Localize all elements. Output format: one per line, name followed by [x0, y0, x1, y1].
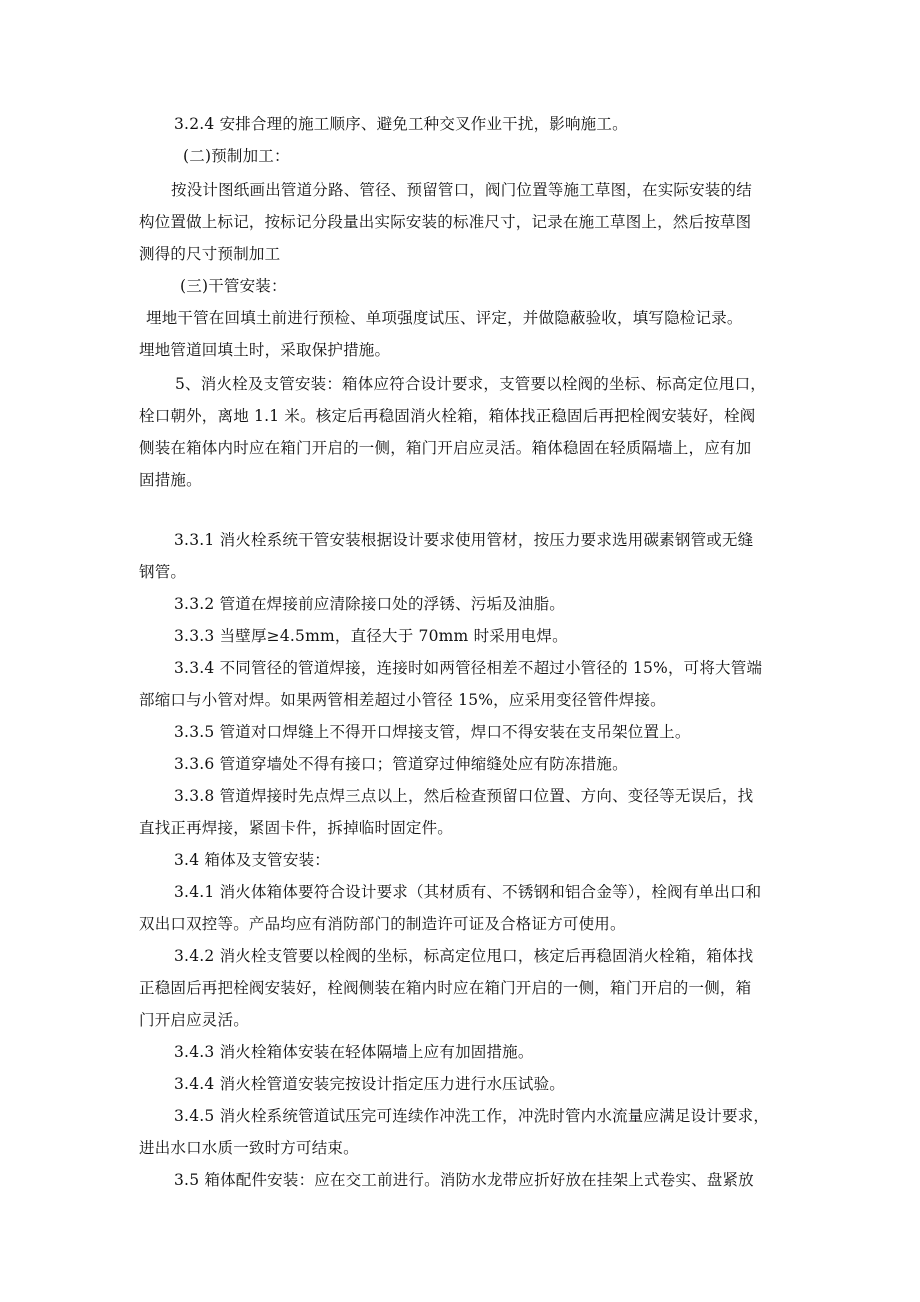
paragraph-line: 部缩口与小管对焊。如果两管相差超过小管径 15%，应采用变径管件焊接。	[139, 691, 666, 709]
paragraph-line: 3.3.2 管道在焊接前应清除接口处的浮锈、污垢及油脂。	[174, 595, 565, 613]
paragraph-line: 3.3.8 管道焊接时先点焊三点以上，然后检查预留口位置、方向、变径等无误后，找	[174, 787, 754, 805]
paragraph-line: 按没计图纸画出管道分路、管径、预留管口，阀门位置等施工草图，在实际安装的结	[171, 181, 752, 199]
paragraph-line: 双出口双控等。产品均应有消防部门的制造许可证及合格证方可使用。	[139, 915, 626, 933]
section-heading: (三)干管安装：	[180, 277, 287, 295]
paragraph-line: 门开启应灵活。	[139, 1011, 249, 1029]
paragraph-line: 3.4.5 消火栓系统管道试压完可连续作冲洗工作，冲洗时管内水流量应满足设计要求，	[174, 1107, 770, 1125]
paragraph-line: 3.2.4 安排合理的施工顺序、避免工种交叉作业干扰，影响施工。	[174, 115, 628, 133]
paragraph-line: 3.4.4 消火栓管道安装完按设计指定压力进行水压试验。	[174, 1075, 565, 1093]
paragraph-line: 3.3.3 当壁厚≥4.5mm，直径大于 70mm 时采用电焊。	[174, 627, 568, 645]
paragraph-line: 3.3.4 不同管径的管道焊接，连接时如两管径相差不超过小管径的 15%，可将大管端	[174, 659, 763, 677]
paragraph-line: 正稳固后再把栓阀安装好，栓阀侧装在箱内时应在箱门开启的一侧，箱门开启的一侧，箱	[139, 979, 752, 997]
section-heading: (二)预制加工：	[183, 147, 290, 165]
paragraph-line: 埋地干管在回填土前进行预检、单项强度试压、评定，并做隐蔽验收，填写隐检记录。	[146, 309, 743, 327]
paragraph-line: 钢管。	[139, 563, 187, 581]
paragraph-line: 3.3.6 管道穿墙处不得有接口；管道穿过伸缩缝处应有防冻措施。	[174, 755, 628, 773]
paragraph-line: 5、消火栓及支管安装：箱体应符合设计要求，支管要以栓阀的坐标、标高定位甩口，	[175, 375, 766, 393]
paragraph-line: 构位置做上标记，按标记分段量出实际安装的标准尺寸，记录在施工草图上，然后按草图	[139, 213, 752, 231]
paragraph-line: 侧装在箱体内时应在箱门开启的一侧，箱门开启应灵活。箱体稳固在轻质隔墙上，应有加	[139, 439, 752, 457]
paragraph-line: 3.5 箱体配件安装：应在交工前进行。消防水龙带应折好放在挂架上式卷实、盘紧放	[174, 1171, 754, 1189]
paragraph-line: 埋地管道回填土时，采取保护措施。	[139, 341, 391, 359]
paragraph-line: 直找正再焊接，紧固卡件，拆掉临时固定件。	[139, 819, 454, 837]
paragraph-line: 3.3.1 消火栓系统干管安装根据设计要求使用管材，按压力要求选用碳素钢管或无缝	[174, 531, 754, 549]
paragraph-line: 3.4.3 消火栓箱体安装在轻体隔墙上应有加固措施。	[174, 1043, 534, 1061]
paragraph-line: 栓口朝外，离地 1.1 米。核定后再稳固消火栓箱，箱体找正稳固后再把栓阀安装好，栓阀	[139, 407, 756, 425]
paragraph-line: 3.4.1 消火体箱体要符合设计要求（其材质有、不锈钢和铝合金等），栓阀有单出口和	[174, 883, 762, 901]
paragraph-line: 3.3.5 管道对口焊缝上不得开口焊接支管，焊口不得安装在支吊架位置上。	[174, 723, 691, 741]
paragraph-line: 进出水口水质一致时方可结束。	[139, 1139, 359, 1157]
paragraph-line: 测得的尺寸预制加工	[139, 245, 281, 263]
paragraph-line: 固措施。	[139, 471, 202, 489]
paragraph-line: 3.4.2 消火栓支管要以栓阀的坐标，标高定位甩口，核定后再稳固消火栓箱，箱体找	[174, 947, 754, 965]
section-heading: 3.4 箱体及支管安装：	[174, 851, 330, 869]
